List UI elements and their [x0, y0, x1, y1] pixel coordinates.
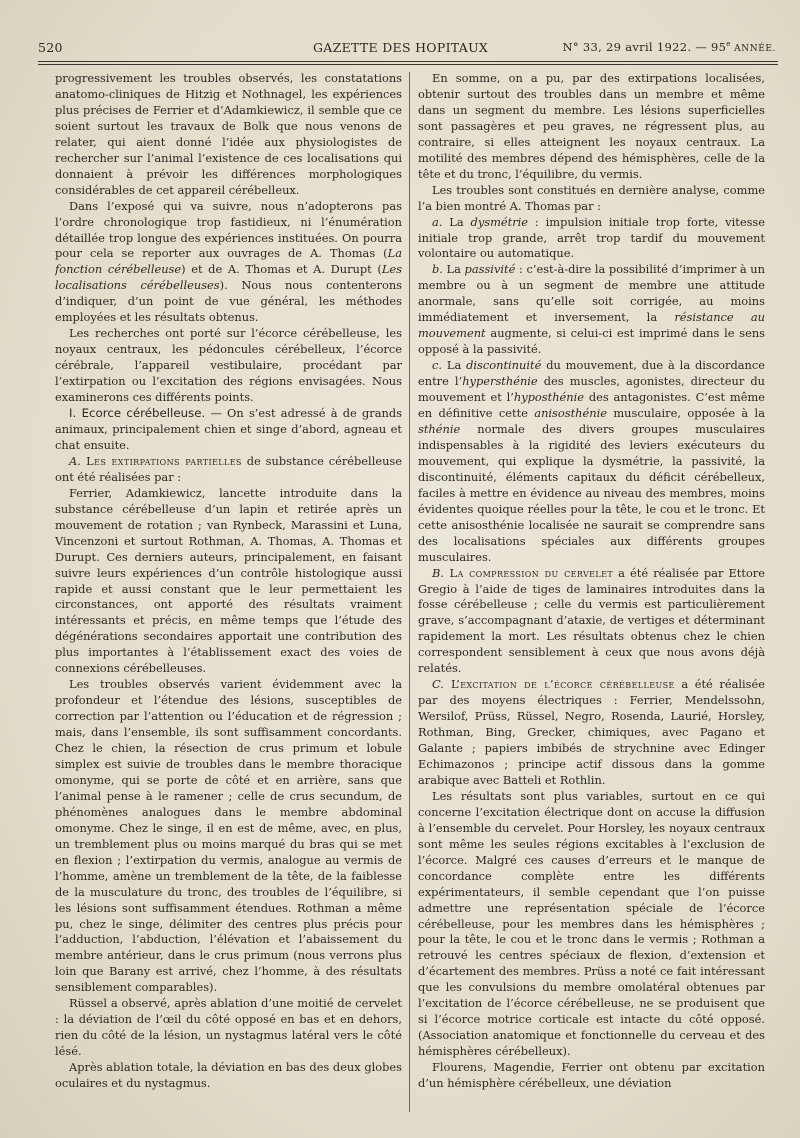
right-column	[418, 71, 765, 1121]
paragraph: Les troubles sont constitués en dernière analyse, comme l’a bien montré A. Thomas par :	[418, 182, 765, 213]
paragraph: Rüssel a observé, après ablation d’une moitié de cervelet : la déviation de l’œil du côté opposé en bas et en dehors, rien du côté de la lésion, un nystagmus latéral vers le côté lésé.	[55, 996, 402, 1059]
issue-info	[563, 40, 777, 54]
paragraph: En somme, on a pu, par des extirpations localisées, obtenir surtout des troubles dans un membre et même dans un segment du membre. Les lésions superficielles sont passagères et peu graves, ne régressent plus, au contraire, si elles atteignent les noyaux centraux. La motilité des membres dépend des hémisphères, celle de la tête et du tronc, l’équilibre, du vermis.	[418, 71, 765, 181]
left-column	[55, 71, 402, 1121]
journal-title: GAZETTE DES HOPITAUX	[313, 40, 489, 55]
paragraph: Les résultats sont plus variables, surtout en ce qui concerne l’excitation électrique dont on accuse la diffusion à l’ensemble du cervelet. Pour Horsley, les noyaux centraux sont même les seules régions excitables à l’exclusion de l’écorce. Malgré ces causes d’erreurs et le manque de concordance complète entre les différents expérimentateurs, il semble cependant que l’on puisse admettre une représentation spéciale de l’écorce cérébelleuse, pour les membres dans les hémisphères ; pour la tête, le cou et le tronc dans le vermis ; Rothman a retrouvé les centres spéciaux de flexion, d’extension et d’écartement des membres. Prüss a noté ce fait intéressant que les convulsions du membre omolatéral obtenues par l’excitation de l’écorce cérébelleuse, ne se produisent que si l’écorce motrice corticale est intacte du côté opposé. (Association anatomique et fonctionnelle du cerveau et des hémisphères cérébelleux).	[418, 788, 765, 1059]
section-title: I. Ecorce cérébelleuse.	[69, 406, 206, 421]
subsection-compression: B. La compression du cervelet a été réalisée par Ettore Gregio à l’aide de tiges de laminaires introduites dans la fosse cérébelleuse ; celle du vermis est particulièrement grave, s’accompagnant d’ataxie, de vertiges et déterminant rapidement la mort. Les résultats obtenus chez le chien correspondent sensiblement à ceux que nous avons déjà relatés.	[418, 565, 765, 676]
issue-date: N° 33, 29 avril 1922. — 95	[562, 40, 727, 54]
issue-sup: e	[726, 40, 731, 49]
list-item-a: a. La dysmétrie : impulsion initiale trop forte, vitesse initiale trop grande, arrêt trop tardif du mouvement volontaire ou automatique.	[418, 214, 765, 261]
subsection-excitation: C. L’excitation de l’écorce cérébelleuse a été réalisée par des moyens électriques : Ferrier, Mendelssohn, Wersilof, Prüss, Rüssel, Negro, Rosenda, Laurié, Horsley, Rothman, Bing, Grecker, chimiques, avec Pagano et Galante ; papiers imbibés de strychnine avec Edinger Echimazonos ; principe actif dissous dans la gomme arabique avec Batteli et Rothlin.	[418, 677, 765, 787]
list-item-b: b. La passivité : c’est-à-dire la possibilité d’imprimer à un membre ou à un segment de membre une attitude anormale, sans qu’elle soit corrigée, au moins immédiatement et inversement, la résistance au mouvement augmente, si celui-ci est imprimé dans le sens opposé à la passivité.	[418, 262, 765, 357]
section-heading-ecorce: I. Ecorce cérébelleuse. — On s’est adressé à de grands animaux, principalement chien et singe d’abord, agneau et chat ensuite.	[55, 406, 402, 452]
paragraph: Les recherches ont porté sur l’écorce cérébelleuse, les noyaux centraux, les pédoncules cérébelleux, l’écorce cérébrale, l’appareil vestibulaire, procédant par l’extirpation ou l’excitation des régions envisagées. Nous examinerons ces différents points.	[55, 326, 402, 405]
header-rule	[38, 61, 778, 62]
column-divider	[409, 72, 410, 1112]
page-header	[38, 38, 776, 58]
paragraph: Ferrier, Adamkiewicz, lancette introduite dans la substance cérébelleuse d’un lapin et retirée après un mouvement de rotation ; van Rynbeck, Marassini et Luna, Vincenzoni et surtout Rothman, A. Thomas, A. Thomas et Durupt. Ces derniers auteurs, principalement, en faisant suivre leurs expériences d’un contrôle histologique aussi rapide et aussi constant que le leur permettaient les circonstances, ont apporté des résultats vraiment intéressants et précis, en même temps que l’étude des dégénérations secondaires apportait une contribution des plus importantes à l’établissement exact des voies de connexions cérébelleuses.	[55, 485, 402, 676]
list-item-c: c. La discontinuité du mouvement, due à la discordance entre l’hypersthénie des muscles, agonistes, directeur du mouvement et l’hyposthénie des antagonistes. C’est même en définitive cette anisosthénie musculaire, opposée à la sthénie normale des divers groupes musculaires indispensables à la rigidité des leviers exécuteurs du mouvement, qui explique la dysmétrie, la passivité, la discontinuité, éléments capitaux du déficit cérébelleux, faciles à mettre en évidence au niveau des membres, moins évidentes quoique réelles pour la tête, le cou et le tronc. Et cette anisosthénie localisée ne saurait se comprendre sans des localisations spéciales aux différents groupes musculaires.	[418, 358, 765, 564]
paragraph: Dans l’exposé qui va suivre, nous n’adopterons pas l’ordre chronologique trop fastidieux, ni l’énumération détaillée trop longue des expériences instituées. On pourra pour cela se reporter aux ouvrages de A. Thomas (La fonction cérébelleuse) et de A. Thomas et A. Durupt (Les localisations cérébelleuses). Nous nous contenterons d’indiquer, d’un point de vue général, les méthodes employées et les résultats obtenus.	[55, 198, 402, 325]
paragraph: Les troubles observés varient évidemment avec la profondeur et l’étendue des lésions, susceptibles de correction par l’attention ou l’éducation et de régression ; mais, dans l’ensemble, ils sont suffisamment concordants. Chez le chien, la résection de crus primum et lobule simplex est suivie de troubles dans le membre thoracique omonyme, qui se porte de côté et en arrière, sans que l’animal pense à le ramener ; celle de crus secundum, de phénomènes analogues dans le membre abdominal omonyme. Chez le singe, il en est de même, avec, en plus, un tremblement plus ou moins marqué du bras qui se met en flexion ; l’extirpation du vermis, analogue au vermis de l’homme, amène un tremblement de la tête, de la faiblesse de la musculature du tronc, des troubles de l’équilibre, si les lésions sont suffisamment étendues. Rothman a même pu, chez le singe, délimiter des centres plus précis pour l’adduction, l’abduction, l’élévation et l’abaissement du membre antérieur, dans le crus primum (nous verrons plus loin que Barany est arrivé, chez l’homme, à des résultats sensiblement comparables).	[55, 677, 402, 995]
subsection-extirpations: A. Les extirpations partielles de substance cérébelleuse ont été réalisées par :	[55, 453, 402, 484]
paragraph: progressivement les troubles observés, les constatations anatomo-cliniques de Hitzig et Nothnagel, les expériences plus précises de Ferrier et d’Adamkiewicz, il semble que ce soient surtout les travaux de Bolk que nous venons de relater, qui aient donné l’idée aux physiologistes de rechercher sur l’animal l’existence de ces localisations qui donnaient à prévoir les différences morphologiques considérables de cet appareil cérébelleux.	[55, 71, 402, 197]
issue-annee: ANNÉE.	[730, 44, 776, 54]
paragraph: Flourens, Magendie, Ferrier ont obtenu par excitation d’un hémisphère cérébelleux, une déviation	[418, 1060, 765, 1091]
page-number: 520	[38, 40, 63, 55]
paragraph: Après ablation totale, la déviation en bas des deux globes oculaires et du nystagmus.	[55, 1060, 402, 1091]
header-rule-thin	[38, 64, 778, 65]
